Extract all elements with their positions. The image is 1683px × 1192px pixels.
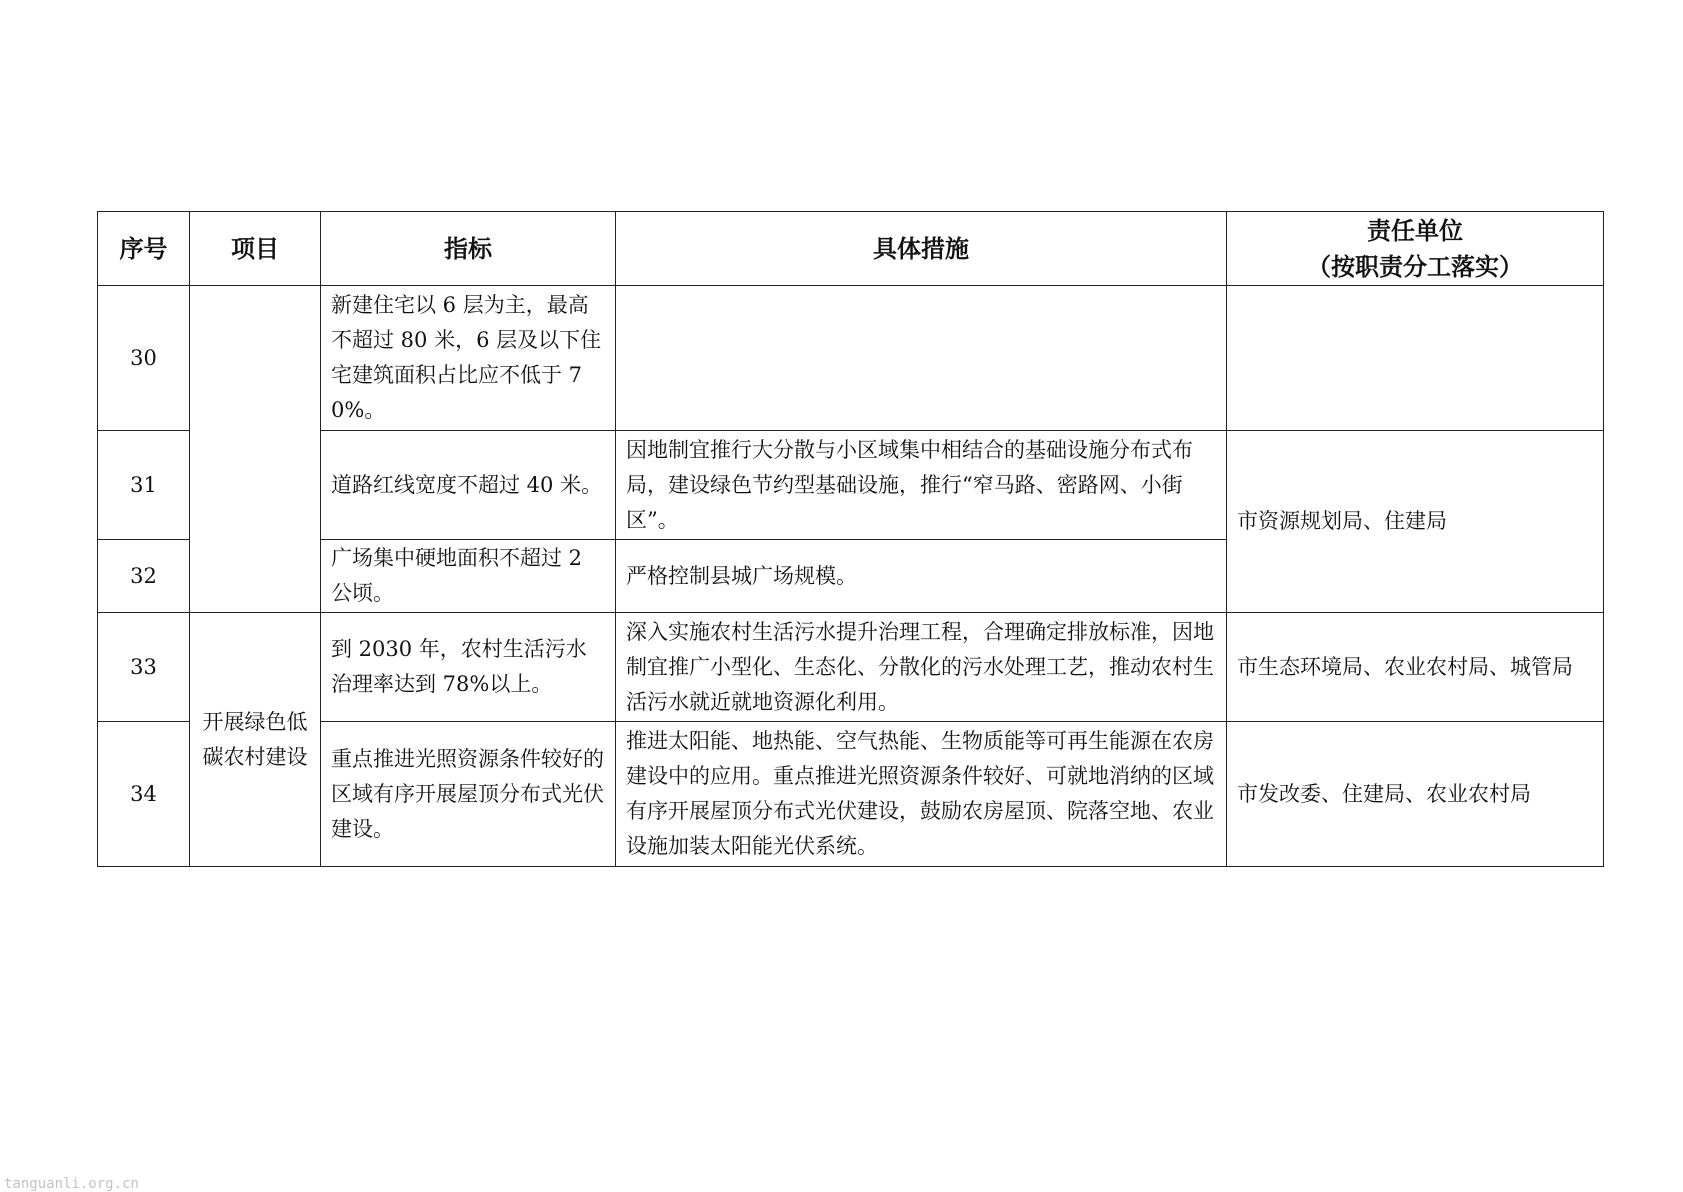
header-unit: [1227, 212, 1604, 286]
row-seq: 31: [98, 431, 190, 540]
site-watermark: tanguanli.org.cn: [4, 1176, 139, 1192]
row-indicator: 广场集中硬地面积不超过 2 公顷。: [321, 540, 616, 613]
row-unit: 市发改委、住建局、农业农村局: [1227, 722, 1604, 867]
row-seq: 33: [98, 613, 190, 722]
row-indicator: 道路红线宽度不超过 40 米。: [321, 431, 616, 540]
header-project: 项目: [190, 212, 321, 286]
table-row: [98, 613, 1604, 722]
table-header-row: [98, 212, 1604, 286]
row-measures: [616, 286, 1227, 431]
row-measures: 因地制宜推行大分散与小区域集中相结合的基础设施分布式布局，建设绿色节约型基础设施，推行“窄马路、密路网、小街区”。: [616, 431, 1227, 540]
row-indicator: 新建住宅以 6 层为主，最高不超过 80 米，6 层及以下住宅建筑面积占比应不低于 70%。: [321, 286, 616, 431]
row-indicator: 重点推进光照资源条件较好的区域有序开展屋顶分布式光伏建设。: [321, 722, 616, 867]
table-row: [98, 722, 1604, 867]
row-measures: 推进太阳能、地热能、空气热能、生物质能等可再生能源在农房建设中的应用。重点推进光照资源条件较好、可就地消纳的区域有序开展屋顶分布式光伏建设，鼓励农房屋顶、院落空地、农业设施加装太阳能光伏系统。: [616, 722, 1227, 867]
row-seq: 32: [98, 540, 190, 613]
row-project-merged: 开展绿色低碳农村建设: [190, 613, 321, 867]
row-measures: 深入实施农村生活污水提升治理工程，合理确定排放标准，因地制宜推广小型化、生态化、分散化的污水处理工艺，推动农村生活污水就近就地资源化利用。: [616, 613, 1227, 722]
header-measures: 具体措施: [616, 212, 1227, 286]
header-unit-line1: 责任单位: [1367, 216, 1463, 245]
row-indicator: 到 2030 年，农村生活污水治理率达到 78%以上。: [321, 613, 616, 722]
row-unit-merged: 市资源规划局、住建局: [1227, 431, 1604, 613]
header-indicator: 指标: [321, 212, 616, 286]
table-row: [98, 286, 1604, 431]
row-measures: 严格控制县城广场规模。: [616, 540, 1227, 613]
row-unit: 市生态环境局、农业农村局、城管局: [1227, 613, 1604, 722]
row-seq: 30: [98, 286, 190, 431]
row-project-empty: [190, 286, 321, 613]
row-seq: 34: [98, 722, 190, 867]
table-row: [98, 431, 1604, 540]
header-seq: 序号: [98, 212, 190, 286]
measures-table: [97, 211, 1604, 867]
header-unit-line2: （按职责分工落实）: [1307, 252, 1523, 281]
row-unit: [1227, 286, 1604, 431]
